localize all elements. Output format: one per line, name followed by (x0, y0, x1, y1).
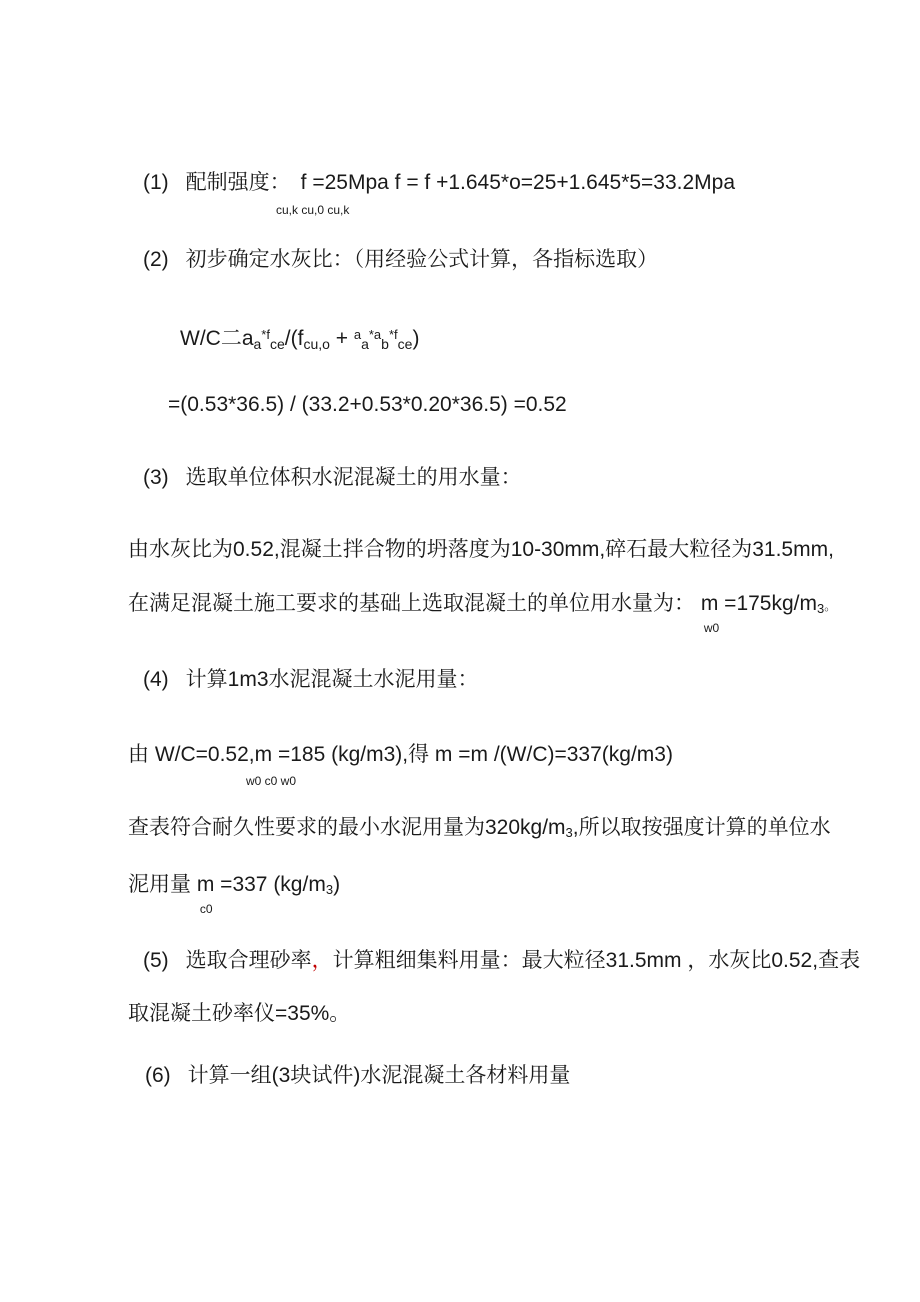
variable-m-c0 (196, 872, 215, 916)
item-5-text: 选取合理砂率 (185, 949, 312, 972)
variable-m-subscript: w0 (703, 621, 720, 635)
wc-formula-part: W/C二a (180, 327, 254, 350)
item-6-title: 计算一组(3块试件)水泥混凝土各材料用量 (187, 1064, 571, 1087)
wc-formula-part: ) (412, 327, 420, 350)
paragraph-text: 由水灰比为0.52,混凝土拌合物的坍落度为10-30mm,碎石最大粒径为31.5mm, (128, 538, 834, 561)
wc-formula-sub: a (361, 336, 369, 352)
item-5-line (143, 948, 860, 974)
item-1-formula: f =25Mpa f = f +1.645*o=25+1.645*5=33.2Mpa (300, 171, 736, 194)
paragraph-text: ) (333, 873, 341, 896)
unit-subscript: 3 (565, 825, 573, 840)
wc-result-line (168, 392, 567, 418)
wc-formula-sub: ce (269, 336, 285, 352)
variable-m-subscript: c0 (199, 902, 213, 916)
item-4-line (143, 667, 479, 693)
wc-formula-sub: cu,o (303, 336, 330, 352)
item-5-paragraph (128, 1001, 350, 1027)
variable-m-w0 (700, 591, 720, 635)
paragraph-text: =337 (kg/m (214, 873, 326, 896)
item-2-title: 初步确定水灰比：（用经验公式计算，各指标选取） (185, 248, 659, 271)
paragraph-text: =175kg/m (718, 592, 817, 615)
item-1-subscript-row: cu,k cu,0 cu,k (276, 203, 350, 217)
item-3-title: 选取单位体积水泥混凝土的用水量： (185, 466, 522, 489)
wc-formula-sup: *f (388, 327, 398, 342)
wc-formula-sup: *f (261, 327, 270, 342)
paragraph-text: 由 W/C=0.52,m =185 (kg/m3),得 m =m /(W/C)=337(kg/m3) (128, 743, 673, 766)
item-2-number: (2) (143, 248, 169, 271)
item-3-paragraph-2 (128, 591, 837, 635)
item-2-line (143, 247, 658, 273)
red-comma: ， (311, 949, 333, 972)
item-4-number: (4) (143, 668, 169, 691)
unit-subscript: 3 (817, 601, 825, 616)
item-3-number: (3) (143, 466, 169, 489)
item-4-title: 计算1m3水泥混凝土水泥用量： (185, 668, 479, 691)
wc-formula-sup: *a (368, 327, 382, 342)
item-1-line (143, 170, 736, 217)
wc-formula-sub: b (381, 336, 389, 352)
paragraph-text: 取混凝土砂率仪=35%。 (128, 1002, 351, 1025)
variable-m: m (700, 592, 719, 615)
unit-subscript: 3 (325, 882, 334, 897)
variable-m: m (196, 873, 215, 896)
wc-formula-part: /(f (284, 327, 304, 350)
item-4-paragraph-3 (128, 872, 341, 916)
item-1-number: (1) (143, 171, 169, 194)
wc-formula-sub: ce (397, 336, 413, 352)
item-1-title: 配制强度： (185, 171, 291, 194)
wc-formula-sub: a (253, 336, 262, 352)
item-3-line (143, 465, 522, 491)
item-5-number: (5) (143, 949, 169, 972)
item-6-line (145, 1063, 570, 1089)
paragraph-text: 在满足混凝土施工要求的基础上选取混凝土的单位用水量为： (128, 592, 701, 615)
item-3-paragraph-1 (128, 537, 834, 563)
paragraph-text: 查表符合耐久性要求的最小水泥用量为320kg/m (128, 816, 566, 839)
wc-formula-sup: a (353, 327, 362, 342)
paragraph-text: ,所以取按强度计算的单位水 (572, 816, 831, 839)
wc-formula-part: + (329, 327, 354, 350)
item-5-text: 计算粗细集料用量：最大粒径31.5mm ，水灰比0.52,查表 (332, 949, 861, 972)
wc-result-text: =(0.53*36.5) / (33.2+0.53*0.20*36.5) =0.52 (168, 393, 567, 416)
item-4-paragraph-1 (128, 742, 673, 788)
paragraph-text: 泥用量 (128, 873, 197, 896)
full-stop: 。 (824, 599, 837, 613)
wc-formula-line (180, 322, 419, 357)
item-4-paragraph-2 (128, 815, 831, 846)
item-6-number: (6) (145, 1064, 171, 1087)
item-4-subscript-row: w0 c0 w0 (246, 774, 297, 788)
